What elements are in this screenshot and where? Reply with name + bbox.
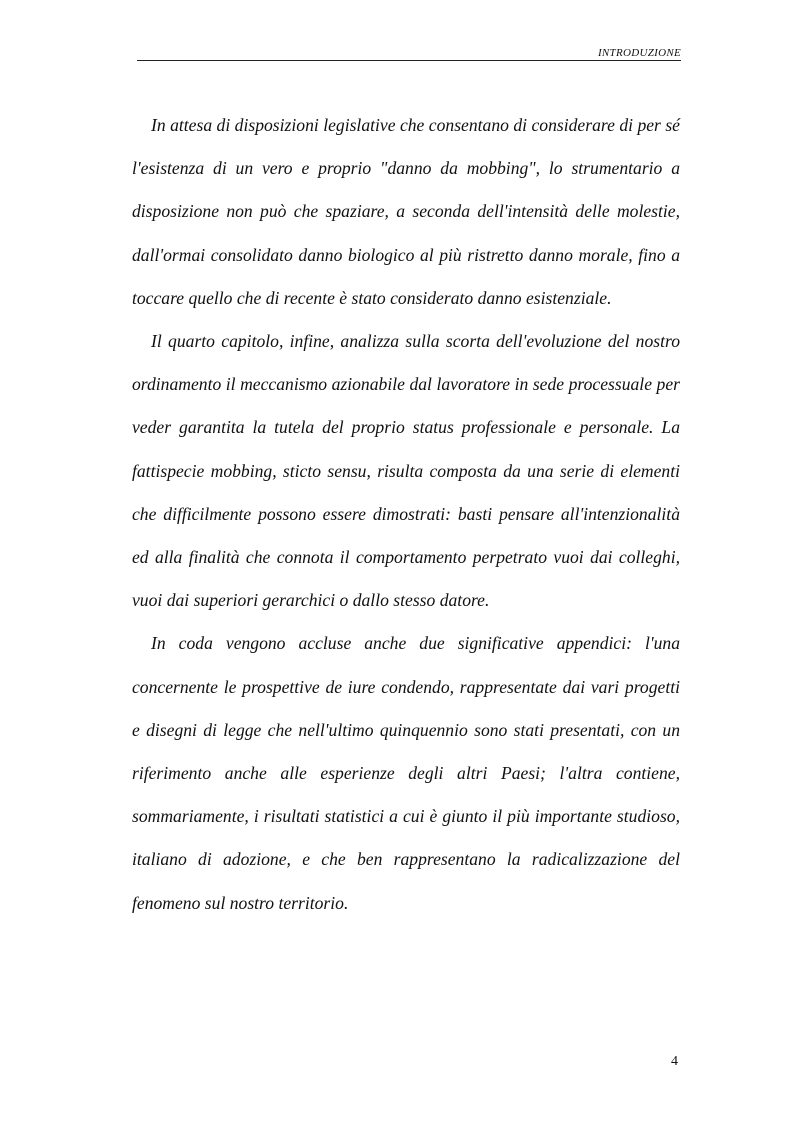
paragraph-3: In coda vengono accluse anche due significative appendici: l'una concernente le prospettive de iure condendo, rappresentate dai vari progetti e disegni di legge che nell'ultimo quinquennio sono stati presentati, con un riferimento anche alle esperienze degli altri Paesi; l'altra contiene, sommariamente, i risultati statistici a cui è giunto il più importante studioso, italiano di adozione, e che ben rappresentano la radicalizzazione del fenomeno sul nostro territorio. [132,633,680,913]
paragraph-1: In attesa di disposizioni legislative che consentano di considerare di per sé l'esistenza di un vero e proprio "danno da mobbing", lo strumentario a disposizione non può che spaziare, a seconda dell'intensità delle molestie, dall'ormai consolidato danno biologico al più ristretto danno morale, fino a toccare quello che di recente è stato considerato danno esistenziale. [132,115,680,308]
body-text [132,104,680,925]
page-header [137,46,681,61]
paragraph-2: Il quarto capitolo, infine, analizza sulla scorta dell'evoluzione del nostro ordinamento il meccanismo azionabile dal lavoratore in sede processuale per veder garantita la tutela del proprio status professionale e personale. La fattispecie mobbing, sticto sensu, risulta composta da una serie di elementi che difficilmente possono essere dimostrati: basti pensare all'intenzionalità ed alla finalità che connota il comportamento perpetrato vuoi dai colleghi, vuoi dai superiori gerarchici o dallo stesso datore. [132,331,680,611]
header-title: INTRODUZIONE [597,47,681,59]
page-number: 4 [671,1054,678,1069]
